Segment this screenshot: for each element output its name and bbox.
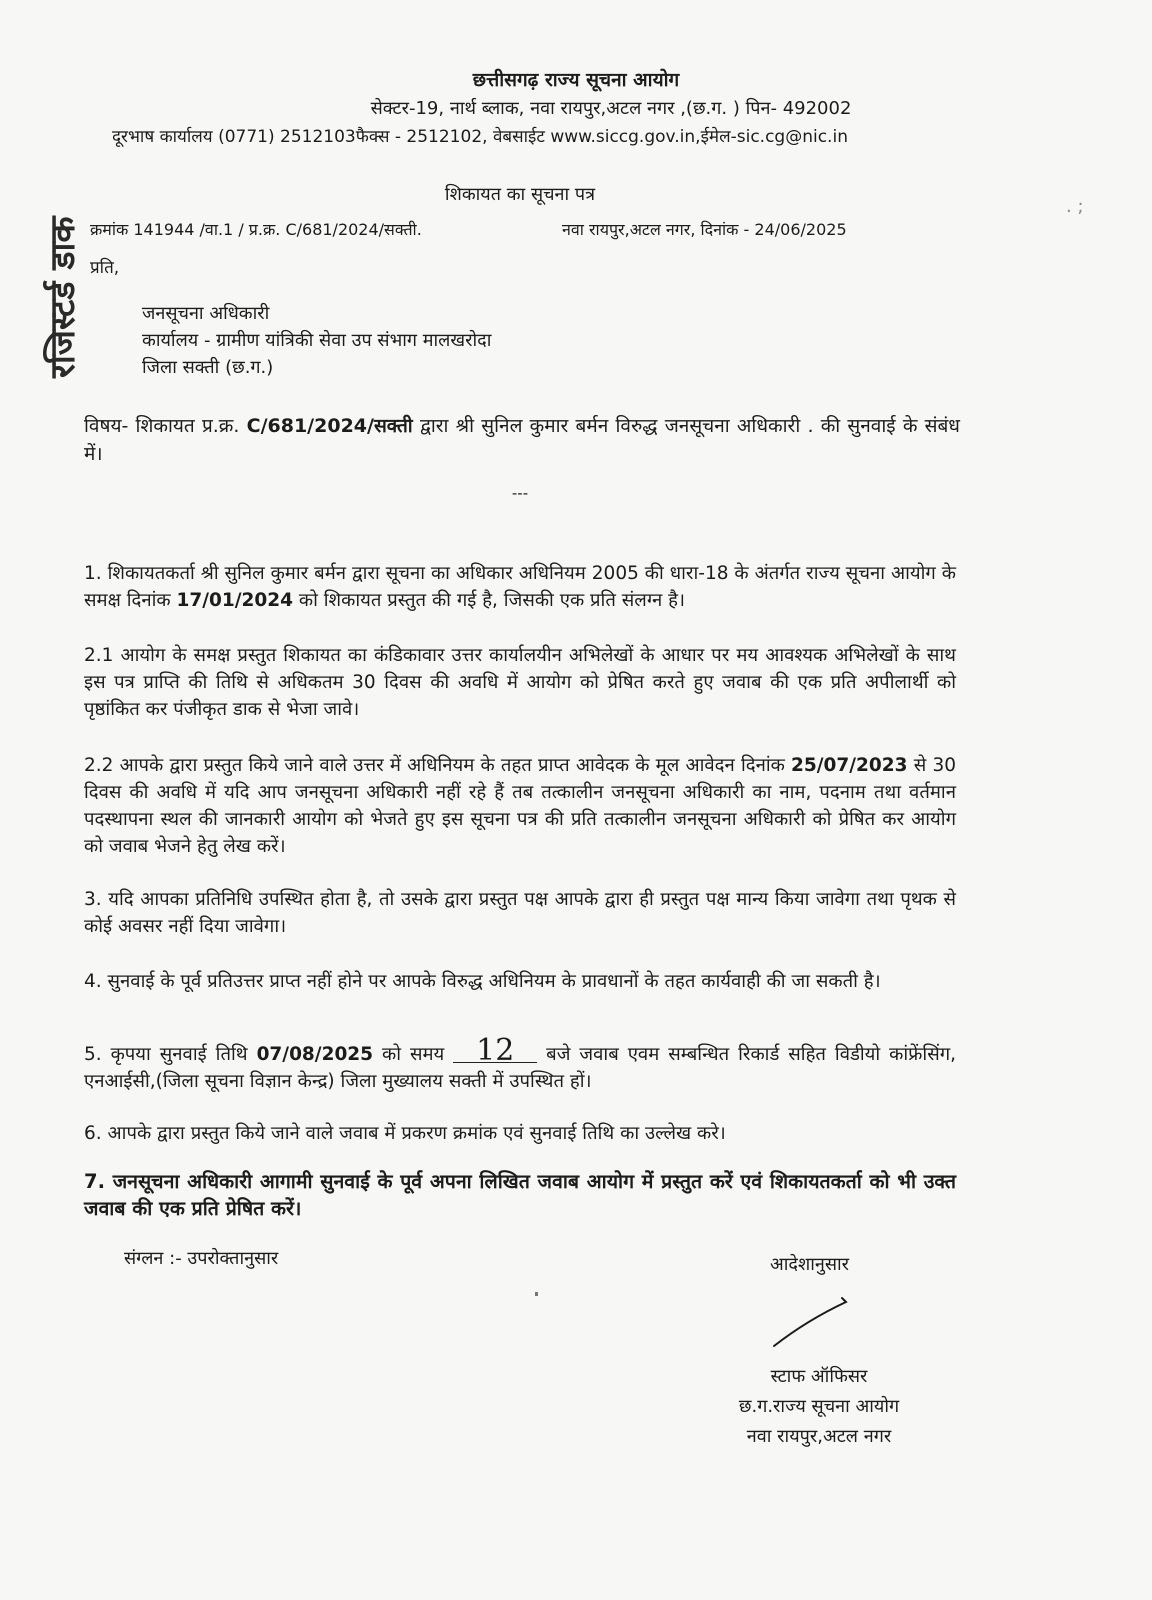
signatory-place: नवा रायपुर,अटल नगर bbox=[746, 1426, 892, 1447]
paragraph-1-text-a: 1. शिकायतकर्ता श्री सुनिल कुमार बर्मन द्वारा सूचना का अधिकार अधिनियम 2005 की धारा-18 के अंतर्गत राज्य सूचना आयोग के समक्ष दिनांक bbox=[84, 563, 956, 611]
signatory-org: छ.ग.राज्य सूचना आयोग bbox=[738, 1396, 900, 1417]
document-title: शिकायत का सूचना पत्र bbox=[444, 184, 596, 205]
paragraph-2-2-text-a: 2.2 आपके द्वारा प्रस्तुत किये जाने वाले उत्तर में अधिनियम के तहत प्राप्त आवेदक के मूल आवेदन दिनांक bbox=[84, 755, 792, 776]
paragraph-2-2-text-b: से 30 दिवस की अवधि में यदि आप जनसूचना अधिकारी नहीं रहे हैं तब तत्कालीन जनसूचना अधिकारी का नाम, पदनाम तथा वर्तमान पदस्थापना स्थल की जानकारी आयोग को भेजते हुए इस सूचना पत्र की प्रति तत्कालीन जनसूचना अधिकारी को प्रेषित कर आयोग को जवाब भेजने हेतु लेख करें। bbox=[84, 755, 957, 857]
org-address: सेक्टर-19, नार्थ ब्लाक, नवा रायपुर,अटल नगर ,(छ.ग. ) पिन- 492002 bbox=[370, 98, 852, 119]
signatory-title: स्टाफ ऑफिसर bbox=[770, 1366, 868, 1387]
paragraph-4: 4. सुनवाई के पूर्व प्रतिउत्तर प्राप्त नहीं होने पर आपके विरुद्ध अधिनियम के प्रावधानों के तहत कार्यवाही की जा सकती है। bbox=[84, 971, 881, 992]
paragraph-1 bbox=[84, 560, 956, 614]
paragraph-5-date: 07/08/2025 bbox=[256, 1044, 374, 1065]
paragraph-1-text-b: को शिकायत प्रस्तुत की गई है, जिसकी एक प्रति संलग्न है। bbox=[292, 590, 686, 611]
paragraph-1-date: 17/01/2024 bbox=[176, 590, 293, 611]
paragraph-3: 3. यदि आपका प्रतिनिधि उपस्थित होता है, तो उसके द्वारा प्रस्तुत पक्ष आपके द्वारा ही प्रस्तुत पक्ष मान्य किया जावेगा तथा पृथक से कोई अवसर नहीं दिया जावेगा। bbox=[84, 889, 956, 937]
recipient-address bbox=[142, 300, 491, 381]
recipient-line-1: जनसूचना अधिकारी bbox=[142, 303, 270, 324]
to-label: प्रति, bbox=[90, 258, 120, 278]
recipient-line-3: जिला सक्ती (छ.ग.) bbox=[142, 357, 274, 378]
paragraph-2-2 bbox=[84, 752, 956, 860]
registered-post-stamp bbox=[28, 192, 92, 382]
enclosure-note: संग्लन :- उपरोक्तानुसार bbox=[124, 1248, 279, 1269]
recipient-line-2: कार्यालय - ग्रामीण यांत्रिकी सेवा उप संभाग मालखरोदा bbox=[142, 330, 492, 351]
paragraph-5-text-b: को समय bbox=[373, 1044, 454, 1065]
reference-place-date: नवा रायपुर,अटल नगर, दिनांक - 24/06/2025 bbox=[562, 220, 847, 239]
reference-number: क्रमांक 141944 /वा.1 / प्र.क्र. C/681/2024/सक्ती. bbox=[90, 220, 422, 239]
margin-marks: . ; bbox=[1066, 196, 1084, 217]
stamp-text: रजिस्टर्ड डाक bbox=[43, 216, 83, 378]
signatory-block bbox=[704, 1362, 934, 1452]
org-name: छत्तीसगढ़ राज्य सूचना आयोग bbox=[472, 69, 680, 91]
paragraph-7: 7. जनसूचना अधिकारी आगामी सुनवाई के पूर्व अपना लिखित जवाब आयोग में प्रस्तुत करें एवं शिकायतकर्ता को भी उक्त जवाब की एक प्रति प्रेषित करें। bbox=[84, 1170, 956, 1220]
paragraph-5-text-c: बजे जवाब एवम सम्बन्धित रिकार्ड सहित विडीयो कांफ्रेंसिंग, एनआईसी,(जिला सूचना विज्ञान केन्द्र) जिला मुख्यालय सक्ती में उपस्थित हों। bbox=[84, 1044, 956, 1092]
subject-line bbox=[84, 412, 960, 468]
paragraph-5-text-a: 5. कृपया सुनवाई तिथि bbox=[84, 1044, 257, 1065]
subject-rest: द्वारा श्री सुनिल कुमार बर्मन विरुद्ध जनसूचना अधिकारी . की सुनवाई के संबंध में। bbox=[84, 415, 960, 465]
handwritten-time: 12 bbox=[453, 1040, 537, 1063]
paper-speck bbox=[535, 1292, 538, 1296]
subject-prefix: विषय- शिकायत प्र.क्र. bbox=[84, 415, 247, 437]
paragraph-5 bbox=[84, 1033, 956, 1095]
paragraph-6: 6. आपके द्वारा प्रस्तुत किये जाने वाले जवाब में प्रकरण क्रमांक एवं सुनवाई तिथि का उल्लेख करे। bbox=[84, 1123, 726, 1144]
order-note: आदेशानुसार bbox=[770, 1254, 850, 1275]
signature-mark bbox=[770, 1292, 860, 1352]
org-contact: दूरभाष कार्यालय (0771) 2512103फैक्स - 2512102, वेबसाईट www.siccg.gov.in,ईमेल-sic.cg@nic.in bbox=[112, 127, 848, 147]
separator: --- bbox=[511, 484, 529, 502]
paragraph-2-1: 2.1 आयोग के समक्ष प्रस्तुत शिकायत का कंडिकावार उत्तर कार्यालयीन अभिलेखों के आधार पर मय आवश्यक अभिलेखों के साथ इस पत्र प्राप्ति की तिथि से अधिकतम 30 दिवस की अवधि में आयोग को प्रेषित करते हुए जवाब की एक प्रति अपीलार्थी को पृष्ठांकित कर पंजीकृत डाक से भेजा जावे। bbox=[84, 645, 956, 720]
subject-case-number: C/681/2024/सक्ती bbox=[246, 415, 413, 437]
paragraph-2-2-date: 25/07/2023 bbox=[791, 755, 908, 776]
